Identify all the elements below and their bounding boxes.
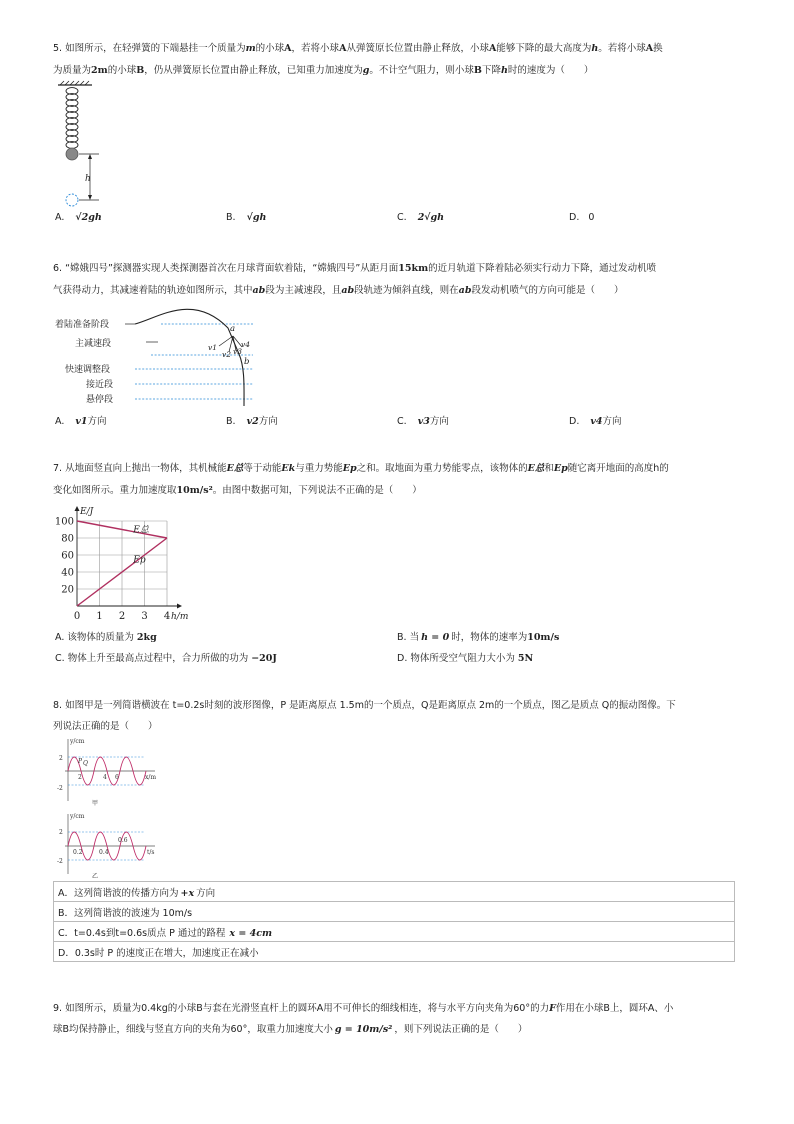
option-label: B.	[397, 632, 407, 643]
option-text: A．这列简谐波的传播方向为	[58, 887, 179, 899]
option-math: h = 0	[421, 632, 450, 643]
q7-text: 变化如图所示。重力加速度取	[53, 485, 177, 496]
option-text: B．这列简谐波的波速为 10m/s	[58, 907, 193, 919]
y-tick-label: 60	[61, 550, 74, 562]
q6-math-ab: ab	[458, 285, 472, 296]
q8-wave-figure-jia	[55, 735, 165, 807]
q8-stem-line2: 列说法正确的是（ ）	[53, 721, 158, 732]
q7-math-E: E总	[226, 463, 244, 474]
series-label: E总	[133, 525, 149, 536]
q6-option-b[interactable]	[226, 413, 278, 427]
q5-text: 的小球	[107, 65, 137, 76]
q7-stem-line2	[53, 484, 422, 497]
option-math: 5N	[517, 653, 534, 664]
q7-math-g: 10m/s²	[176, 485, 213, 496]
q5-math-m: m	[245, 43, 256, 54]
q6-v4-label: v4	[241, 340, 251, 349]
q9-text: ，则下列说法正确的是（ ）	[394, 1024, 528, 1035]
q8-tick: 6	[115, 774, 119, 781]
option-label: D.	[569, 416, 580, 427]
option-math: x = 4cm	[229, 927, 273, 939]
q5-stem-line1	[53, 42, 663, 55]
q5-option-a[interactable]	[55, 212, 102, 223]
q5-text: ，若将小球	[291, 43, 340, 54]
option-label: A.	[55, 632, 65, 643]
option-text: 物体上升至最高点过程中，合力所做的功为	[67, 653, 249, 664]
q9-text: 球B均保持静止，细线与竖直方向的夹角为60°，取重力加速度大小	[53, 1024, 333, 1035]
q8-option-b[interactable]	[54, 902, 735, 922]
option-value: 0	[588, 212, 595, 223]
q6-point-a: a	[230, 324, 236, 334]
option-cell	[54, 882, 735, 902]
q6-v1-label: v1	[208, 343, 218, 352]
q5-math-h: h	[500, 65, 508, 76]
option-value: 2√gh	[417, 212, 445, 223]
q6-label-hover: 悬停段	[86, 395, 114, 405]
q7-option-b[interactable]	[397, 629, 559, 643]
q5-math-B: B	[136, 65, 145, 76]
q5-math-A: A	[339, 43, 347, 54]
option-vector: v2	[246, 416, 259, 427]
option-label: C.	[397, 416, 407, 427]
y-tick-label: 40	[61, 567, 74, 579]
q6-label-fast-adjust: 快速调整段	[65, 365, 111, 375]
option-cell	[54, 922, 735, 942]
q8-stem-line1: 8. 如图甲是一列简谐横波在 t=0.2s时刻的波形图像，P 是距离原点 1.5m的一个质点，Q是距离原点 2m的一个质点，图乙是质点 Q的振动图像。下	[53, 700, 676, 711]
q6-text: 段发动机喷气的方向可能是（ ）	[471, 285, 624, 296]
q5-text: 时的速度为（ ）	[507, 65, 594, 76]
q5-math-A: A	[284, 43, 292, 54]
option-math: 2kg	[136, 632, 157, 643]
option-math: −20J	[251, 653, 277, 664]
q6-option-c[interactable]	[397, 413, 449, 427]
option-math: 10m/s	[527, 632, 560, 643]
q8-tick: 4	[103, 774, 107, 781]
q6-v2-label: v2	[222, 350, 232, 359]
option-vector: v1	[75, 416, 88, 427]
q8-y-label: y/cm	[70, 813, 85, 820]
q5-math-g: g	[362, 65, 370, 76]
q5-ball-A	[66, 148, 78, 160]
y-tick-label: 100	[54, 516, 74, 528]
q7-text: 随它离开地面的高度h的	[567, 463, 669, 474]
q5-text: 。不计空气阻力，则小球	[369, 65, 474, 76]
q6-point-b: b	[244, 357, 250, 367]
q5-option-c[interactable]	[397, 212, 444, 223]
q5-math-A: A	[645, 43, 654, 54]
x-axis-arrow	[177, 604, 182, 609]
option-vector: v4	[590, 416, 603, 427]
q8-vibration-figure-yi	[55, 812, 165, 880]
q9-text: 9. 如图所示，质量为0.4kg的小球B与套在光滑竖直杆上的圆环A用不可伸长的细线相连，将与水平方向夹角为60°的力	[53, 1003, 550, 1014]
q6-math-ab: ab	[341, 285, 355, 296]
q5-math-2m: 2m	[91, 65, 108, 76]
option-text: 时，物体的速率为	[451, 632, 528, 643]
q6-option-d[interactable]	[569, 413, 622, 427]
q6-v3-label: v3	[233, 347, 243, 356]
option-cell	[54, 942, 735, 962]
q6-text: 气获得动力，其减速着陆的轨迹如图所示，其中	[53, 285, 253, 296]
q8-tick: 2	[59, 755, 63, 762]
series-label: Ep	[133, 555, 146, 566]
q5-text: 从弹簧原长位置由静止释放，小球	[346, 43, 489, 54]
q7-math-Ep: Ep	[553, 463, 568, 474]
q5-ball-dashed	[66, 194, 78, 206]
q5-arrowhead-down	[88, 195, 92, 200]
q8-fig-yi-caption: 乙	[92, 873, 99, 880]
option-vector: v3	[417, 416, 430, 427]
q5-text: 换	[653, 43, 663, 54]
option-text: D．0.3s时 P 的速度正在增大，加速度正在减小	[58, 947, 259, 959]
q5-text: 。若将小球	[598, 43, 646, 54]
q6-trajectory-figure	[53, 298, 263, 408]
q8-tick: 2	[78, 774, 82, 781]
option-suffix: 方向	[602, 416, 622, 427]
option-label: D.	[569, 212, 580, 223]
q6-label-main-decel: 主减速段	[75, 339, 112, 349]
q8-y-label: y/cm	[70, 738, 85, 745]
option-suffix: 方向	[429, 416, 449, 427]
option-value: √2gh	[75, 212, 102, 223]
q6-label-approach: 接近段	[86, 380, 114, 390]
q5-text: 下降	[481, 65, 501, 76]
q9-stem-line1	[53, 1002, 673, 1015]
q9-math-g: g = 10m/s²	[334, 1024, 393, 1035]
q5-text: 为质量为	[53, 65, 92, 76]
q7-text: 等于动能	[243, 463, 282, 474]
q6-text: 的近月轨道下降着陆必须实行动力下降，通过发动机喷	[428, 263, 657, 274]
q7-text: 与重力势能	[295, 463, 343, 474]
q5-math-h: h	[591, 43, 599, 54]
option-label: B.	[226, 416, 236, 427]
q5-option-d[interactable]	[569, 212, 594, 223]
q7-math-Ek: Ek	[281, 463, 296, 474]
q6-math-ab: ab	[252, 285, 266, 296]
q7-stem-line1	[53, 462, 669, 475]
q8-option-a[interactable]	[54, 882, 735, 902]
q8-tick: 0.6	[118, 837, 128, 844]
option-text: 当	[409, 632, 420, 643]
q5-text: 5. 如图所示，在轻弹簧的下端悬挂一个质量为	[53, 43, 246, 54]
q6-level-lines	[135, 324, 253, 399]
q5-spring-figure	[55, 80, 115, 210]
q7-text: 之和。取地面为重力势能零点，该物体的	[356, 463, 528, 474]
q7-text: 。由图中数据可知，下列说法不正确的是（ ）	[212, 485, 422, 496]
q7-option-d[interactable]	[397, 650, 533, 664]
q7-math-Ep: Ep	[342, 463, 357, 474]
q6-math-15km: 15km	[398, 263, 429, 274]
q5-math-B: B	[473, 65, 482, 76]
q8-tick: -2	[57, 858, 63, 865]
q8-x-label: x/m	[145, 774, 157, 781]
option-text: 方向	[196, 887, 216, 899]
y-axis-label: E/J	[80, 507, 94, 517]
q6-text: 段轨迹为倾斜直线，则在	[354, 285, 459, 296]
q8-point-p: P	[78, 758, 83, 765]
q8-tick: 2	[59, 829, 63, 836]
option-text: 该物体的质量为	[67, 632, 134, 643]
q7-energy-chart	[53, 505, 203, 627]
option-label: C.	[397, 212, 407, 223]
q5-stem-line2	[53, 64, 593, 77]
q8-t-label: t/s	[147, 849, 155, 856]
y-tick-label: 80	[61, 533, 74, 545]
q7-math-E: E总	[527, 463, 545, 474]
q5-text: 能够下降的最大高度为	[496, 43, 592, 54]
q7-option-c[interactable]	[55, 650, 277, 664]
option-suffix: 方向	[258, 416, 278, 427]
x-tick-label: 4	[163, 611, 171, 622]
q8-tick: -2	[57, 785, 63, 792]
q9-stem-line2	[53, 1023, 527, 1036]
q8-fig-jia-caption: 甲	[92, 800, 99, 807]
option-cell	[54, 902, 735, 922]
q5-text: 的小球	[255, 43, 285, 54]
q6-option-a[interactable]	[55, 413, 107, 427]
q6-label-landing-prep: 着陆准备阶段	[55, 320, 110, 330]
q6-stem-line2	[53, 284, 624, 297]
option-math: +x	[180, 887, 195, 899]
option-text: 物体所受空气阻力大小为	[410, 653, 515, 664]
q5-option-b[interactable]	[226, 212, 266, 223]
q7-text: 7. 从地面竖直向上抛出一物体，其机械能	[53, 463, 227, 474]
x-tick-label: 2	[118, 611, 126, 622]
q6-text: 6. “嫦娥四号”探测器实现人类探测器首次在月球背面软着陆，“嫦娥四号”从距月面	[53, 263, 399, 274]
x-tick-label: 1	[96, 611, 103, 622]
x-tick-label: 3	[141, 611, 148, 622]
q9-math-F: F	[549, 1003, 556, 1014]
q7-option-a[interactable]	[55, 629, 157, 643]
q8-options-table	[53, 881, 735, 962]
x-tick-label: 0	[73, 611, 81, 622]
option-text: C．t=0.4s到t=0.6s质点 P 通过的路程	[58, 927, 226, 939]
option-value: √gh	[246, 212, 267, 223]
option-label: C.	[55, 653, 65, 664]
option-suffix: 方向	[87, 416, 107, 427]
y-axis-arrow	[75, 506, 80, 511]
q9-text: 作用在小球B上，圆环A、小	[555, 1003, 674, 1014]
q8-tick: 0.4	[99, 849, 109, 856]
q8-point-q: Q	[83, 760, 88, 767]
option-label: A.	[55, 212, 65, 223]
q6-stem-line1	[53, 262, 656, 275]
option-label: B.	[226, 212, 236, 223]
q5-arrowhead-up	[88, 154, 92, 159]
option-label: A.	[55, 416, 65, 427]
q6-text: 段为主减速段，且	[265, 285, 342, 296]
y-tick-label: 20	[61, 584, 74, 596]
q7-text: 和	[544, 463, 554, 474]
q8-option-d[interactable]	[54, 942, 735, 962]
option-label: D.	[397, 653, 408, 664]
q8-option-c[interactable]	[54, 922, 735, 942]
q5-math-A: A	[488, 43, 497, 54]
q5-text: ，仍从弹簧原长位置由静止释放，已知重力加速度为	[144, 65, 363, 76]
q8-tick: 0.2	[73, 849, 83, 856]
q5-spring	[66, 88, 78, 149]
x-axis-label: h/m	[171, 612, 189, 622]
q5-fig-h-label: h	[85, 174, 91, 184]
